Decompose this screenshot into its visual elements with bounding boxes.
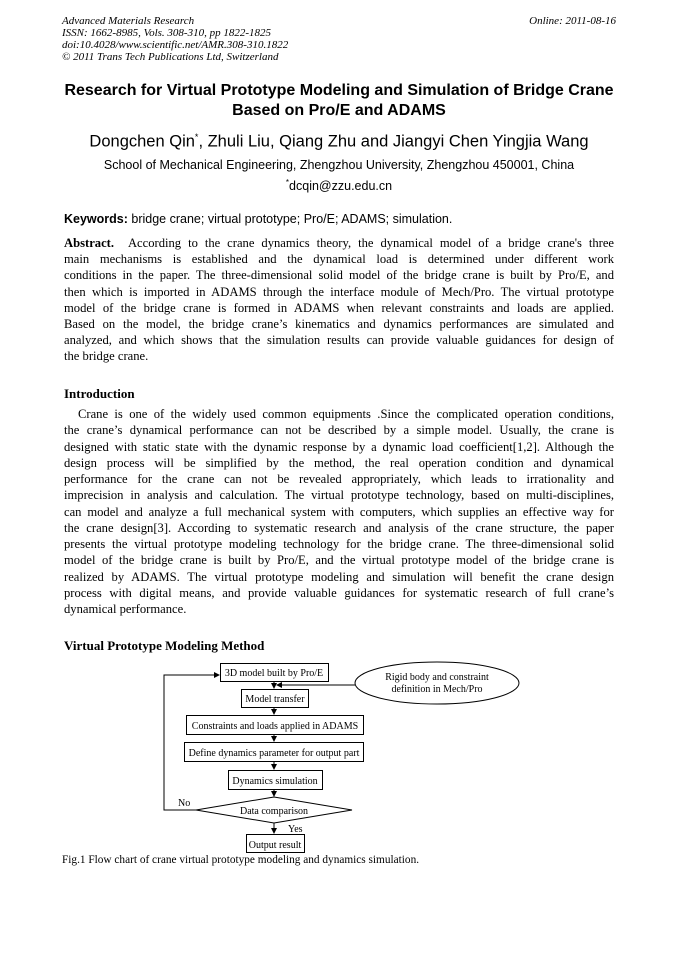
abstract-line: analyzed, and which shows that the simulation results can provide valuable guidances for design of <box>64 333 614 348</box>
intro-line: process with digital means, and provide valuable guidances for systematic research of full crane’s <box>64 585 614 600</box>
intro-line: design process will be simplified by the method, the real operation condition and dynamical <box>64 455 614 470</box>
affiliation: School of Mechanical Engineering, Zhengzhou University, Zhengzhou 450001, China <box>103 158 575 172</box>
introduction-heading: Introduction <box>64 386 135 401</box>
flow-text-simulation: Dynamics simulation <box>232 776 318 787</box>
section-heading: Virtual Prototype Modeling Method <box>64 638 265 653</box>
abstract-line: conditions in the paper. The three-dimensional solid model of the bridge crane is built by Pro/E, and <box>64 268 614 283</box>
abstract-line: then which is imported in ADAMS through the interface module of Mech/Pro. The virtual prototype <box>64 284 614 299</box>
author-rest: , Zhuli Liu, Qiang Zhu and Jiangyi Chen Yingjia Wang <box>198 132 589 151</box>
flow-label-yes: Yes <box>288 824 303 835</box>
keywords-label: Keywords: <box>64 212 128 226</box>
figure-caption: Fig.1 Flow chart of crane virtual prototype modeling and dynamics simulation. <box>62 854 420 866</box>
abstract-line: Abstract. According to the crane dynamics theory, the dynamical model of a bridge crane's three <box>64 236 615 250</box>
issn: ISSN: 1662-8985, Vols. 308-310, pp 1822-1825 <box>62 27 271 39</box>
flow-text-ellipse-2: definition in Mech/Pro <box>391 684 483 695</box>
flow-text-model: 3D model built by Pro/E <box>224 668 324 679</box>
email-address[interactable]: dcqin@zzu.edu.cn <box>289 179 393 194</box>
flow-text-transfer: Model transfer <box>245 694 305 705</box>
abstract-line: main mechanisms is established and the dynamical load is determined under different work <box>64 252 614 267</box>
journal-name: Advanced Materials Research <box>62 15 195 27</box>
paper-title-line-1: Research for Virtual Prototype Modeling and Simulation of Bridge Crane <box>64 82 614 99</box>
abstract-line: Based on the model, the bridge crane’s kinematics and dynamics performances are simulated and <box>64 317 614 331</box>
intro-line: performance for the crane can not be revealed appropriately, which leads to irrationality and <box>64 472 614 486</box>
flow-text-diamond: Data comparison <box>239 806 309 817</box>
doi: doi:10.4028/www.scientific.net/AMR.308-310.1822 <box>62 39 289 51</box>
intro-line: designed with static state with the dynamic response by a dynamic load coefficient[1,2]. Although the <box>64 439 614 454</box>
intro-line: can model and analyze a full mechanical system with computers, which supplies an effective way for <box>64 504 614 519</box>
flow-text-constraints: Constraints and loads applied in ADAMS <box>191 721 359 732</box>
intro-line: realized by ADAMS. The virtual prototype modeling and simulation will benefit the crane design <box>64 569 614 584</box>
flow-text-output: Output result <box>248 840 302 851</box>
flow-text-ellipse-1: Rigid body and constraint <box>385 672 489 683</box>
online-date: Online: 2011-08-16 <box>529 15 616 27</box>
flow-text-define: Define dynamics parameter for output part <box>188 748 360 759</box>
intro-line: the crane’s dynamical performance can not be described by a simple model. Usually, the crane is <box>64 423 614 438</box>
intro-line: imprecision in analysis and calculation. The virtual prototype technology, based on multi-disciplines, <box>64 488 614 503</box>
abstract-line: the bridge crane. <box>64 349 149 364</box>
intro-line: dynamical performance. <box>64 602 187 616</box>
author-first: Dongchen Qin <box>89 132 195 151</box>
abstract-line: model of the bridge crane is formed in ADAMS when relevant constraints and loads are applied. <box>64 300 614 315</box>
intro-line: Crane is one of the widely used common equipments .Since the complicated operation conditions, <box>78 407 614 421</box>
copyright: © 2011 Trans Tech Publications Ltd, Switzerland <box>62 51 279 63</box>
intro-line: model of the bridge crane is built by Pro/E, and the virtual prototype model of the bridge crane is <box>64 553 614 568</box>
flow-ellipse <box>355 662 519 704</box>
author-mark: * <box>194 132 199 142</box>
intro-line: presents the virtual prototype modeling technology for the bridge crane. The three-dimensional solid <box>64 537 614 551</box>
flow-label-no: No <box>178 798 191 809</box>
paper-title-line-2: Based on Pro/E and ADAMS <box>232 102 446 119</box>
abstract-label: Abstract. <box>64 236 128 250</box>
intro-line: the crane design[3]. According to systematic research and analysis of the crane structure, the paper <box>64 520 614 535</box>
email-mark: * <box>285 178 290 187</box>
keywords-text: bridge crane; virtual prototype; Pro/E; ADAMS; simulation. <box>127 212 453 226</box>
